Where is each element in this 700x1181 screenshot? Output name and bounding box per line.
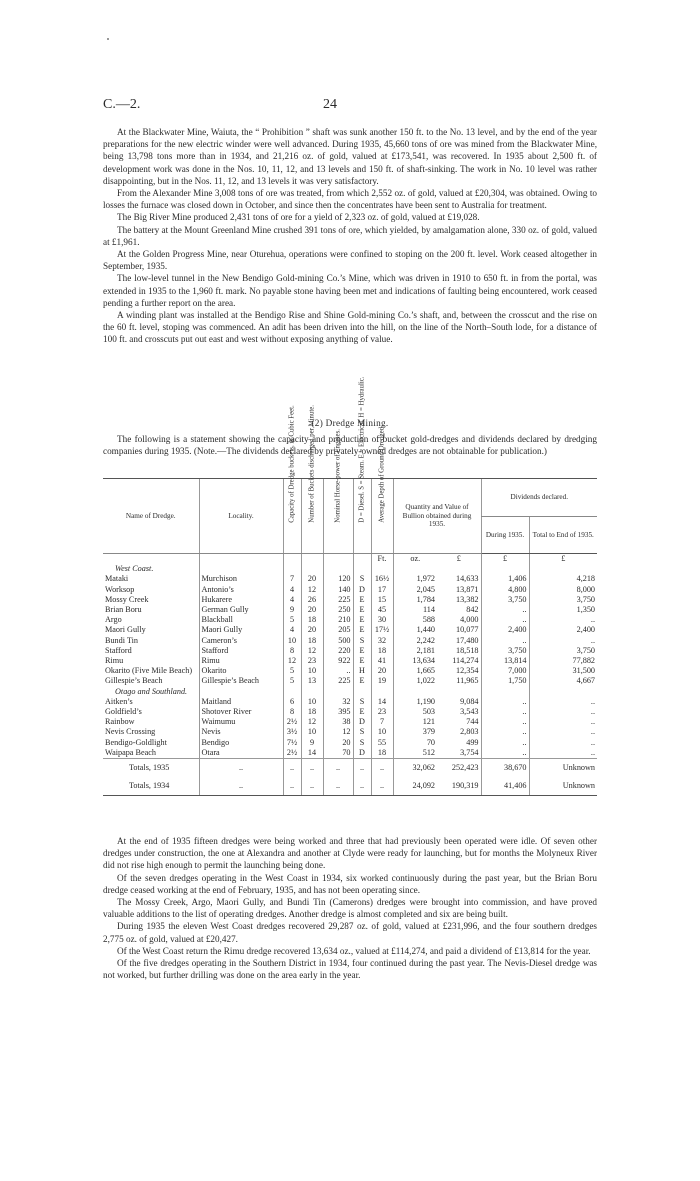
cell-capacity: 5	[283, 666, 301, 676]
cell-power: D	[353, 717, 371, 727]
table-row	[103, 697, 597, 707]
cell-power: H	[353, 666, 371, 676]
cell-value: 9,084	[460, 696, 479, 706]
cell-capacity: 4	[283, 625, 301, 635]
cell-oz: 1,440	[393, 625, 437, 635]
paragraph-dredge-count: At the end of 1935 fifteen dredges were being worked and three that had previously been operated were idle. Of seven other dredges under construction, the one at Alexandra and another at Clyde were ready for launching, but for months the Molyneux River did not rise high enough to permit the launching being done.	[103, 836, 597, 871]
cell-depth: 17½	[371, 625, 393, 635]
totals-spacer: ..	[199, 777, 283, 796]
cell-depth: 18	[371, 748, 393, 759]
totals-spacer: ..	[301, 777, 323, 796]
cell-depth: 32	[371, 636, 393, 646]
paragraph-west-coast-1934: Of the seven dredges operating in the West Coast in 1934, six worked continuously during the past year, but the Brian Boru dredge ceased working at the end of February, 1935, and has not been operating since.	[103, 872, 597, 895]
dredge-name: Bundi Tin	[105, 635, 138, 645]
col-horsepower: Nominal Horse-power of Engines.	[323, 479, 353, 554]
cell-value: 18,518	[455, 645, 479, 655]
section-spacer	[393, 687, 437, 697]
cell-during: 1,406	[481, 574, 529, 584]
cell-during: ..	[481, 615, 529, 625]
totals-spacer: ..	[353, 777, 371, 796]
cell-hp: 500	[323, 636, 353, 646]
totals-spacer: ..	[353, 759, 371, 778]
cell-buckets: 23	[301, 656, 323, 666]
dredge-locality: German Gully	[199, 605, 283, 615]
cell-buckets: 9	[301, 738, 323, 748]
cell-power: D	[353, 585, 371, 595]
section-spacer	[283, 564, 301, 574]
totals-spacer: ..	[323, 759, 353, 778]
cell-oz: 2,242	[393, 636, 437, 646]
cell-oz: 1,784	[393, 595, 437, 605]
cell-oz: 1,190	[393, 697, 437, 707]
totals-row	[103, 777, 597, 796]
cell-depth: 16½	[371, 574, 393, 584]
cell-value: 13,871	[455, 584, 479, 594]
cell-total: ..	[529, 748, 597, 759]
table-row	[103, 595, 597, 605]
cell-hp: 395	[323, 707, 353, 717]
cell-during: 3,750	[481, 646, 529, 656]
cell-oz: 1,022	[393, 676, 437, 686]
section-spacer	[437, 687, 481, 697]
cell-oz: 1,665	[393, 666, 437, 676]
cell-value: 4,000	[460, 615, 479, 625]
cell-value: 744	[466, 717, 479, 727]
dredge-locality: Stafford	[199, 646, 283, 656]
cell-power: E	[353, 646, 371, 656]
cell-capacity: 4	[283, 585, 301, 595]
dredge-intro-paragraph: The following is a statement showing the capacity and production of bucket gold-dredges and dividends declared by dredging companies during 1935. (Note.—The dividends declared by privately-owned dredges are not obtainable for publication.)	[103, 434, 597, 457]
dredge-name: Mossy Creek	[105, 594, 149, 604]
dredge-name: Worksop	[105, 584, 135, 594]
paragraph-big-river: The Big River Mine produced 2,431 tons of ore for a yield of 2,323 oz. of gold, valued at £19,028.	[117, 212, 480, 223]
table-row	[103, 676, 597, 686]
cell-total: 3,750	[529, 595, 597, 605]
col-depth: Average Depth of Ground Dredged.	[371, 479, 393, 554]
cell-power: E	[353, 605, 371, 615]
dredge-locality: Waimumu	[199, 717, 283, 727]
col-buckets: Number of Buckets discharged per Minute.	[301, 479, 323, 554]
dredge-locality: Blackball	[199, 615, 283, 625]
col-locality: Locality.	[199, 479, 283, 554]
table-row	[103, 625, 597, 635]
cell-capacity: 3½	[283, 727, 301, 737]
section-title: West Coast.	[115, 564, 154, 574]
cell-during: 2,400	[481, 625, 529, 635]
cell-hp: 140	[323, 585, 353, 595]
col-capacity: Capacity of Dredge buckets, in Cubic Feet.	[283, 479, 301, 554]
totals-spacer: ..	[283, 777, 301, 796]
cell-oz: 2,045	[393, 585, 437, 595]
dredge-locality: Maori Gully	[199, 625, 283, 635]
cell-power: E	[353, 656, 371, 666]
cell-value: 114,274	[452, 656, 479, 666]
cell-depth: 23	[371, 707, 393, 717]
cell-depth: 14	[371, 697, 393, 707]
cell-depth: 45	[371, 605, 393, 615]
dredge-locality: Gillespie’s Beach	[199, 676, 283, 686]
cell-during: ..	[481, 697, 529, 707]
dredge-name: Bendigo-Goldlight	[105, 737, 167, 747]
cell-during: ..	[481, 748, 529, 759]
cell-power: E	[353, 615, 371, 625]
cell-depth: 17	[371, 585, 393, 595]
dredge-locality: Maitland	[199, 697, 283, 707]
cell-buckets: 20	[301, 625, 323, 635]
cell-total: ..	[529, 615, 597, 625]
cell-oz: 121	[393, 717, 437, 727]
dredge-locality: Rimu	[199, 656, 283, 666]
paragraph-golden-progress: At the Golden Progress Mine, near Oturehua, operations were confined to stoping on the 200 ft. level. Work ceased altogether in September, 1935.	[103, 249, 597, 272]
cell-hp: 32	[323, 697, 353, 707]
section-spacer	[301, 687, 323, 697]
cell-total: 4,218	[529, 574, 597, 584]
dredge-name: Aitken’s	[105, 696, 133, 706]
cell-depth: 10	[371, 727, 393, 737]
section-spacer	[437, 564, 481, 574]
page-header	[103, 97, 597, 113]
cell-during: ..	[481, 727, 529, 737]
totals-value: 252,423	[437, 759, 481, 778]
cell-power: E	[353, 625, 371, 635]
totals-oz: 32,062	[393, 759, 437, 778]
section-spacer	[529, 687, 597, 697]
cell-depth: 15	[371, 595, 393, 605]
cell-capacity: 12	[283, 656, 301, 666]
cell-value: 11,965	[456, 676, 479, 686]
cell-power: E	[353, 707, 371, 717]
cell-oz: 512	[393, 748, 437, 759]
cell-hp: 12	[323, 727, 353, 737]
col-name: Name of Dredge.	[103, 479, 199, 554]
cell-power: E	[353, 676, 371, 686]
cell-power: S	[353, 636, 371, 646]
dredge-locality: Hukarere	[199, 595, 283, 605]
section-heading: (2) Dredge Mining.	[311, 418, 389, 428]
cell-buckets: 14	[301, 748, 323, 759]
cell-during: ..	[481, 707, 529, 717]
cell-hp: 38	[323, 717, 353, 727]
cell-value: 3,754	[460, 747, 479, 757]
totals-label: Totals, 1934	[103, 777, 199, 796]
cell-hp: 70	[323, 748, 353, 759]
cell-during: 1,750	[481, 676, 529, 686]
cell-value: 14,633	[455, 574, 479, 584]
dredge-name: Maori Gully	[105, 625, 146, 635]
cell-oz: 114	[393, 605, 437, 615]
cell-during: 3,750	[481, 595, 529, 605]
table-row	[103, 605, 597, 615]
cell-total: 31,500	[529, 666, 597, 676]
cell-capacity: 2½	[283, 748, 301, 759]
section-spacer	[199, 687, 283, 697]
section-spacer	[393, 564, 437, 574]
table-row	[103, 656, 597, 666]
section-spacer	[353, 564, 371, 574]
unit-depth: Ft.	[371, 554, 393, 565]
cell-during: ..	[481, 605, 529, 615]
cell-power: S	[353, 727, 371, 737]
cell-capacity: 10	[283, 636, 301, 646]
table-row	[103, 738, 597, 748]
paragraph-new-commission: The Mossy Creek, Argo, Maori Gully, and Bundi Tin (Camerons) dredges were brought into commission, and have proved valuable additions to the list of operating dredges. Another dredge is almost completed and six are being built.	[103, 897, 597, 920]
dredge-name: Goldfield’s	[105, 707, 142, 717]
cell-buckets: 10	[301, 666, 323, 676]
dredge-name: Rimu	[105, 656, 124, 666]
cell-oz: 70	[393, 738, 437, 748]
totals-during: 41,406	[481, 777, 529, 796]
cell-capacity: 8	[283, 646, 301, 656]
section-spacer	[481, 687, 529, 697]
cell-buckets: 18	[301, 707, 323, 717]
totals-spacer: ..	[301, 759, 323, 778]
cell-power: S	[353, 574, 371, 584]
unit-during: £	[481, 554, 529, 565]
paragraph-southern-district: Of the five dredges operating in the Southern District in 1934, four continued during the past year. The Nevis-Diesel dredge was not worked, but further drilling was done on the area early in the year.	[103, 958, 597, 981]
section-spacer	[301, 564, 323, 574]
section-spacer	[283, 687, 301, 697]
dredge-table-body	[103, 554, 597, 796]
cell-buckets: 10	[301, 727, 323, 737]
cell-hp: ..	[323, 666, 353, 676]
document-reference: C.—2.	[103, 97, 141, 112]
cell-hp: 225	[323, 676, 353, 686]
table-row	[103, 585, 597, 595]
paragraph-mount-greenland: The battery at the Mount Greenland Mine crushed 391 tons of ore, which yielded, by amalgamation alone, 330 oz. of gold, valued at £1,961.	[103, 224, 597, 247]
mining-report-intro	[103, 126, 597, 346]
paragraph-alexander: From the Alexander Mine 3,008 tons of ore was treated, from which 2,552 oz. of gold, valued at £20,304, was obtained. Owing to losses the furnace was closed down in October, and since then the concentrates have been sent to Australia for treatment.	[103, 188, 597, 211]
cell-buckets: 12	[301, 585, 323, 595]
cell-buckets: 18	[301, 636, 323, 646]
cell-hp: 225	[323, 595, 353, 605]
scan-speck	[107, 38, 109, 40]
cell-during: ..	[481, 738, 529, 748]
cell-buckets: 26	[301, 595, 323, 605]
cell-buckets: 10	[301, 697, 323, 707]
cell-value: 499	[466, 737, 479, 747]
cell-oz: 1,972	[393, 574, 437, 584]
cell-capacity: 8	[283, 707, 301, 717]
cell-buckets: 13	[301, 676, 323, 686]
section-spacer	[353, 687, 371, 697]
table-row	[103, 636, 597, 646]
cell-hp: 20	[323, 738, 353, 748]
dredge-locality: Otara	[199, 748, 283, 759]
cell-during: 13,814	[481, 656, 529, 666]
cell-capacity: 7	[283, 574, 301, 584]
cell-during: ..	[481, 717, 529, 727]
col-dividends-total: Total to End of 1935.	[529, 516, 597, 554]
cell-power: E	[353, 595, 371, 605]
cell-buckets: 20	[301, 605, 323, 615]
paragraph-blackwater: At the Blackwater Mine, Waiuta, the “ Prohibition ” shaft was sunk another 150 ft. to the No. 13 level, and by the end of the year preparations for the new electric winder were well advanced. During 1935, 45,660 tons of ore was mined from the Blackwater Mine, being 13,798 tons more than in 1934, and 21,216 oz. of gold, valued at £173,541, was recovered. In 1935 about 2,500 ft. of development work was done in the Nos. 10, 11, 12, and 13 levels and 150 ft. of shaft-sinking. The work in No. 10 level was rather disappointing, but in the Nos. 11, 12, and 13 levels it was very satisfactory.	[103, 127, 597, 186]
cell-oz: 379	[393, 727, 437, 737]
cell-depth: 20	[371, 666, 393, 676]
dredge-locality: Okarito	[199, 666, 283, 676]
cell-capacity: 9	[283, 605, 301, 615]
dredge-name: Waipapa Beach	[105, 747, 156, 757]
cell-capacity: 2½	[283, 717, 301, 727]
totals-spacer: ..	[199, 759, 283, 778]
paragraph-new-bendigo: The low-level tunnel in the New Bendigo Gold-mining Co.’s Mine, which was driven in 1910 to 650 ft. in from the portal, was extended in 1935 to the 1,960 ft. mark. No payable stone having been met and indications of faulting being encountered, work ceased pending a further report on the area.	[103, 273, 597, 308]
cell-during: 4,800	[481, 585, 529, 595]
unit-oz: oz.	[393, 554, 437, 565]
unit-total: £	[529, 554, 597, 565]
cell-total: 2,400	[529, 625, 597, 635]
cell-depth: 41	[371, 656, 393, 666]
totals-value: 190,319	[437, 777, 481, 796]
totals-spacer: ..	[283, 759, 301, 778]
table-row	[103, 717, 597, 727]
totals-spacer: ..	[371, 777, 393, 796]
paragraph-rimu: Of the West Coast return the Rimu dredge recovered 13,634 oz., valued at £114,274, and paid a dividend of £13,814 for the year.	[117, 945, 591, 956]
table-row	[103, 666, 597, 676]
cell-total: ..	[529, 707, 597, 717]
totals-total: Unknown	[529, 777, 597, 796]
cell-capacity: 6	[283, 697, 301, 707]
cell-hp: 205	[323, 625, 353, 635]
dredge-locality: Shotover River	[199, 707, 283, 717]
cell-hp: 120	[323, 574, 353, 584]
dredge-locality: Cameron’s	[199, 636, 283, 646]
cell-oz: 588	[393, 615, 437, 625]
cell-total: ..	[529, 697, 597, 707]
col-quantity-value: Quantity and Value of Bullion obtained during 1935.	[393, 479, 481, 554]
cell-power: S	[353, 697, 371, 707]
cell-total: ..	[529, 738, 597, 748]
dredge-locality: Nevis	[199, 727, 283, 737]
cell-power: S	[353, 738, 371, 748]
totals-spacer: ..	[323, 777, 353, 796]
totals-total: Unknown	[529, 759, 597, 778]
dredge-name: Mataki	[105, 574, 129, 584]
totals-label: Totals, 1935	[103, 759, 199, 778]
col-dividends-during: During 1935.	[481, 516, 529, 554]
totals-during: 38,670	[481, 759, 529, 778]
table-row	[103, 727, 597, 737]
cell-hp: 250	[323, 605, 353, 615]
cell-value: 13,382	[455, 594, 479, 604]
dredge-locality: Bendigo	[199, 738, 283, 748]
cell-capacity: 5	[283, 676, 301, 686]
section-spacer	[323, 564, 353, 574]
cell-total: 3,750	[529, 646, 597, 656]
cell-value: 2,803	[460, 727, 479, 737]
dredge-locality: Murchison	[199, 574, 283, 584]
section-spacer	[371, 564, 393, 574]
cell-depth: 18	[371, 646, 393, 656]
units-row	[103, 554, 597, 565]
dredge-name: Brian Boru	[105, 605, 142, 615]
dredge-locality: Antonio’s	[199, 585, 283, 595]
cell-value: 842	[466, 605, 479, 615]
cell-depth: 7	[371, 717, 393, 727]
cell-hp: 922	[323, 656, 353, 666]
cell-buckets: 12	[301, 646, 323, 656]
cell-total: 77,882	[529, 656, 597, 666]
dredge-name: Nevis Crossing	[105, 727, 156, 737]
unit-value: £	[456, 554, 461, 563]
totals-oz: 24,092	[393, 777, 437, 796]
cell-value: 12,354	[455, 666, 479, 676]
section-row	[103, 564, 597, 574]
cell-total: ..	[529, 717, 597, 727]
cell-total: 8,000	[529, 585, 597, 595]
cell-depth: 19	[371, 676, 393, 686]
section-title: Otago and Southland.	[115, 686, 188, 696]
cell-buckets: 18	[301, 615, 323, 625]
section-spacer	[199, 564, 283, 574]
cell-value: 17,480	[455, 635, 479, 645]
section-spacer	[529, 564, 597, 574]
paragraph-bendigo-rise: A winding plant was installed at the Bendigo Rise and Shine Gold-mining Co.’s shaft, and, between the crosscut and the rise on the 60 ft. level, stoping was commenced. An adit has been driven into the hill, on the line of the North–South lode, for a distance of 100 ft. and crosscuts put out east and west without exposing anything of value.	[103, 310, 597, 345]
table-row	[103, 615, 597, 625]
cell-capacity: 7½	[283, 738, 301, 748]
cell-value: 10,077	[455, 625, 479, 635]
totals-spacer: ..	[371, 759, 393, 778]
totals-row	[103, 759, 597, 778]
cell-oz: 2,181	[393, 646, 437, 656]
cell-capacity: 4	[283, 595, 301, 605]
page-number: 24	[323, 97, 337, 112]
cell-oz: 503	[393, 707, 437, 717]
cell-depth: 55	[371, 738, 393, 748]
section-spacer	[323, 687, 353, 697]
section-spacer	[371, 687, 393, 697]
cell-depth: 30	[371, 615, 393, 625]
dredge-name: Gillespie’s Beach	[105, 676, 163, 686]
section-row	[103, 687, 597, 697]
cell-total: ..	[529, 727, 597, 737]
cell-hp: 210	[323, 615, 353, 625]
table-row	[103, 707, 597, 717]
dredge-name: Rainbow	[105, 717, 135, 727]
table-row	[103, 646, 597, 656]
cell-hp: 220	[323, 646, 353, 656]
dredge-intro	[103, 433, 597, 457]
cell-oz: 13,634	[393, 656, 437, 666]
dredge-name: Argo	[105, 615, 122, 625]
cell-during: ..	[481, 636, 529, 646]
cell-value: 3,543	[460, 707, 479, 717]
col-dividends: Dividends declared.	[481, 479, 597, 517]
cell-buckets: 12	[301, 717, 323, 727]
section-spacer	[481, 564, 529, 574]
dredging-commentary	[103, 835, 597, 981]
table-row	[103, 748, 597, 759]
cell-during: 7,000	[481, 666, 529, 676]
cell-total: ..	[529, 636, 597, 646]
cell-total: 1,350	[529, 605, 597, 615]
dredge-name: Stafford	[105, 645, 132, 655]
cell-total: 4,667	[529, 676, 597, 686]
col-power-type: D = Diesel. S = Steam. E = Electrical. H = Hydraulic.	[353, 479, 371, 554]
dredge-name: Okarito (Five Mile Beach)	[105, 666, 193, 676]
table-row	[103, 574, 597, 584]
paragraph-recovery-1935: During 1935 the eleven West Coast dredges recovered 29,287 oz. of gold, valued at £231,996, and the four southern dredges 2,775 oz. of gold, valued at £20,427.	[103, 921, 597, 944]
cell-capacity: 5	[283, 615, 301, 625]
cell-buckets: 20	[301, 574, 323, 584]
cell-power: D	[353, 748, 371, 759]
